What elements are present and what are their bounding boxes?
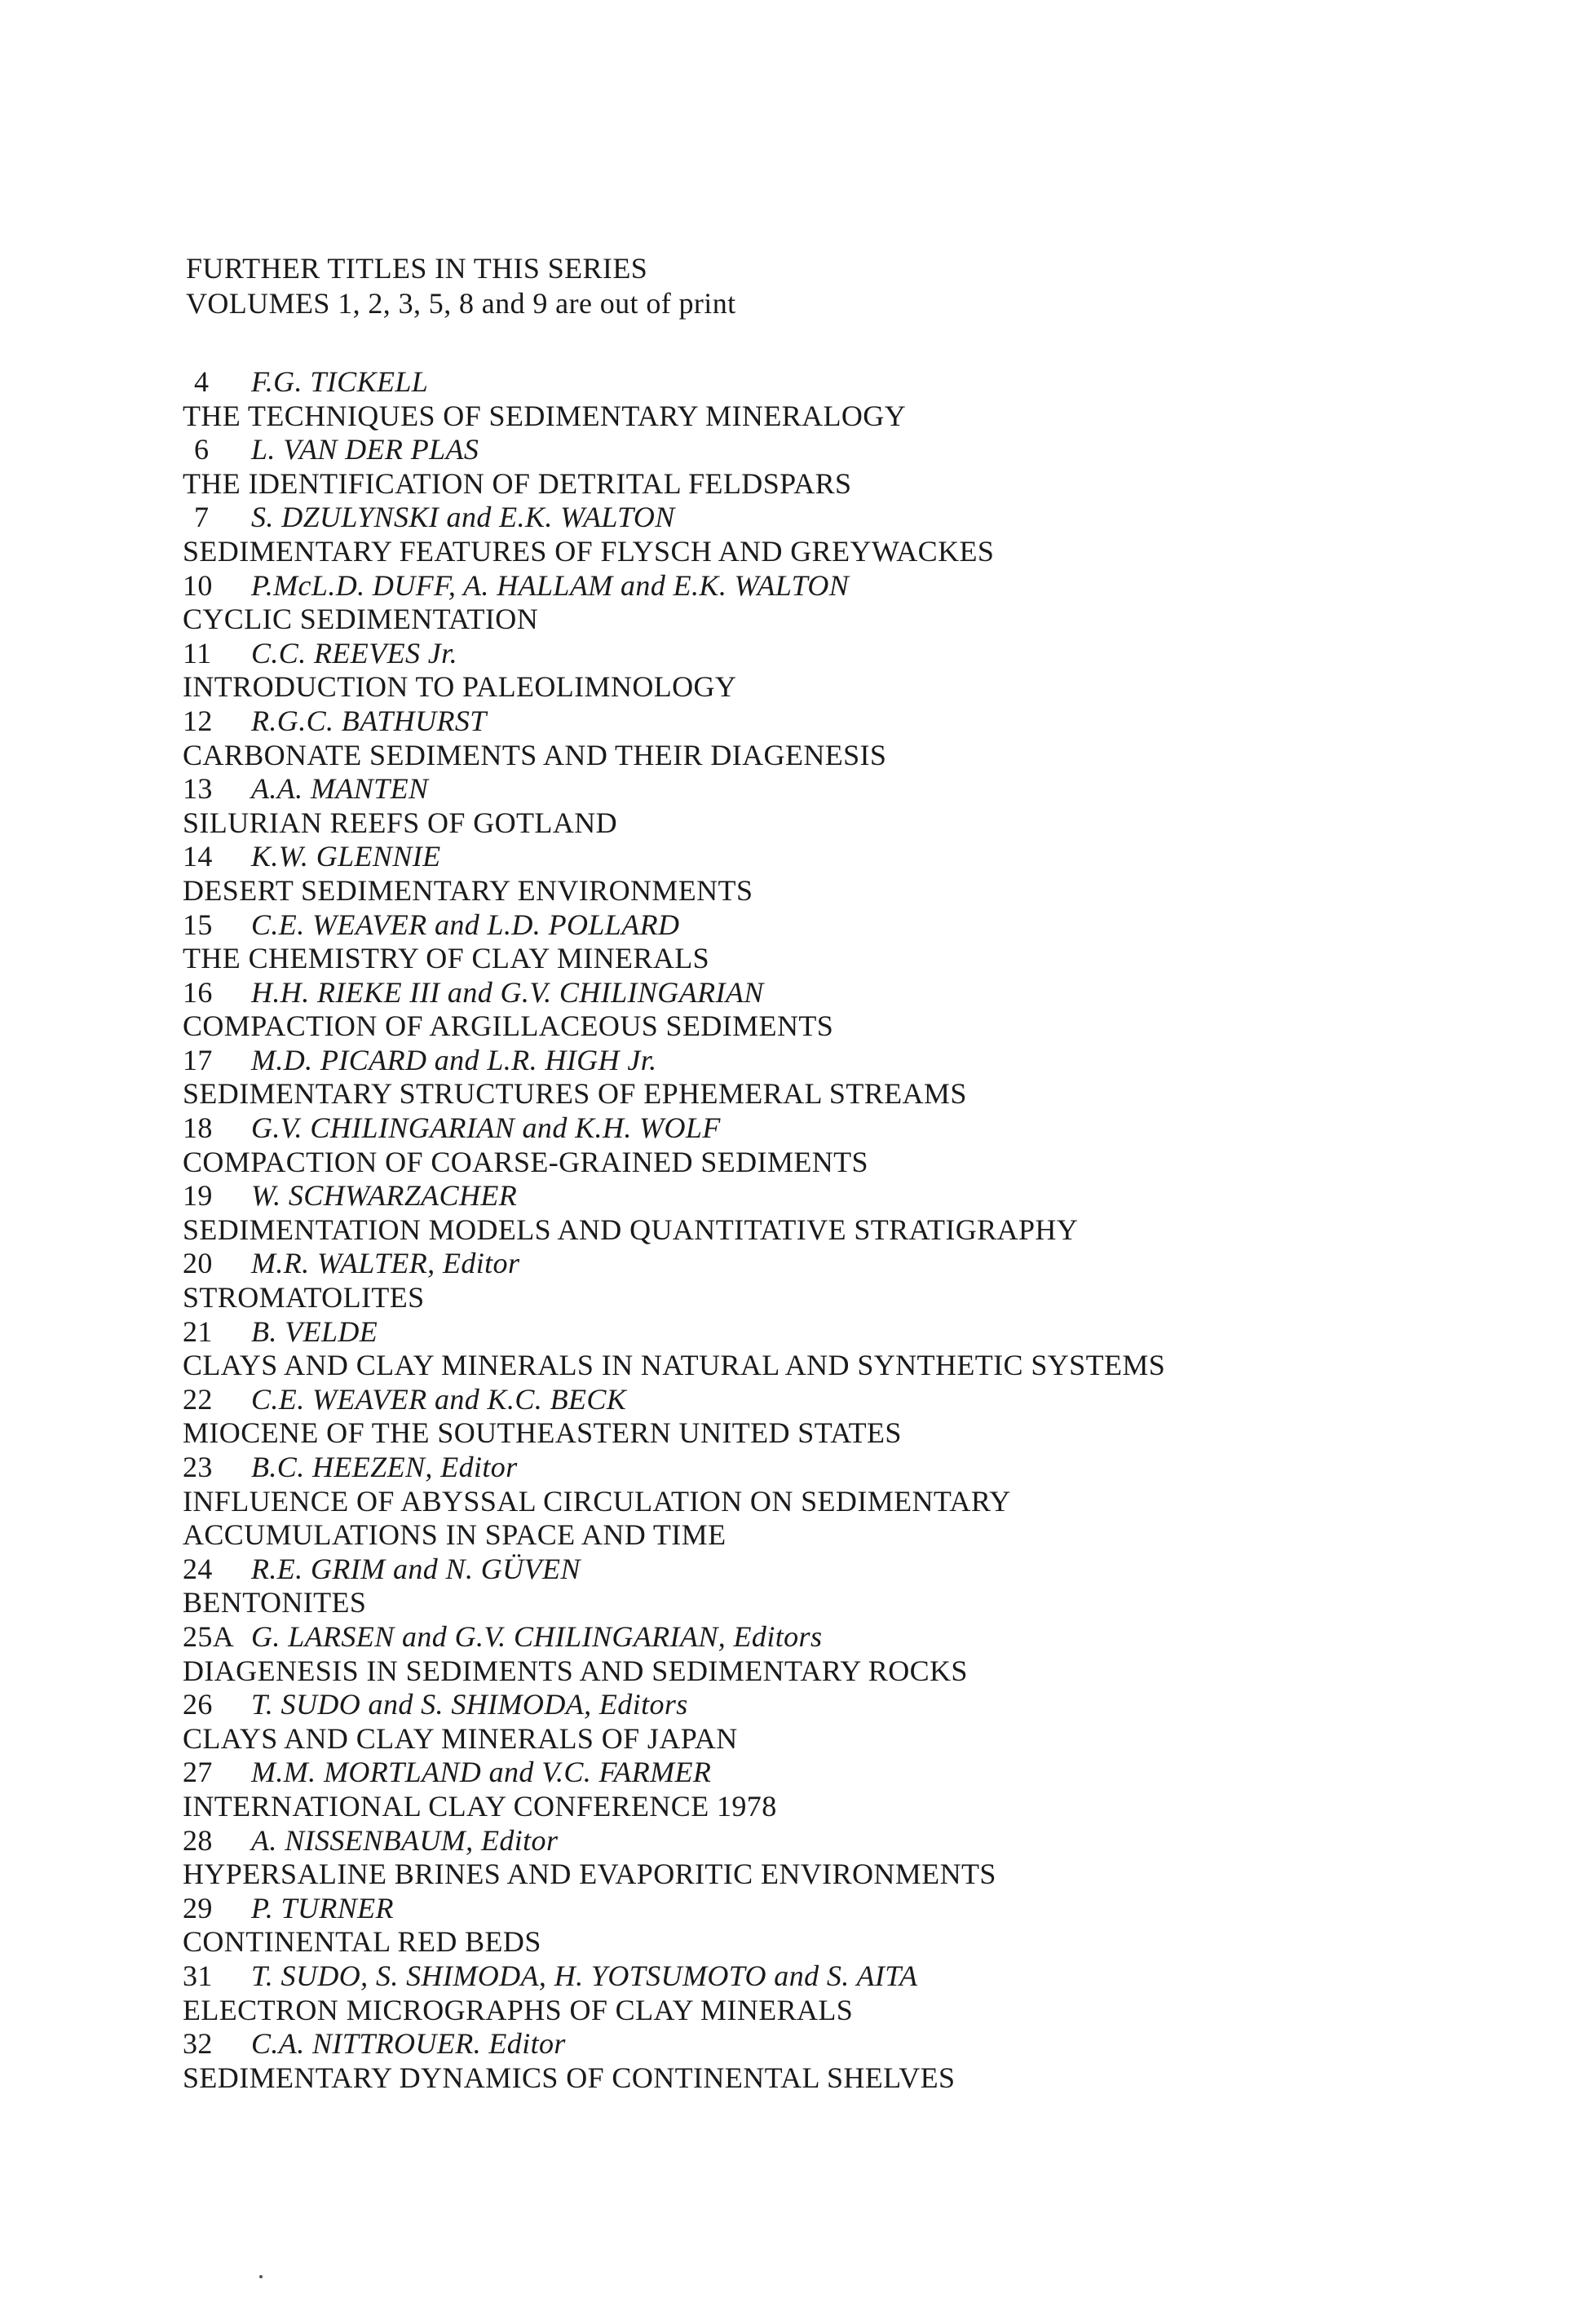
volume-number: 19	[183, 1179, 213, 1213]
volume-authors: G.V. CHILINGARIAN and K.H. WOLF	[251, 1111, 721, 1145]
volume-author-line	[183, 840, 1569, 874]
volume-number: 10	[183, 568, 213, 602]
volume-authors: P. TURNER	[251, 1891, 394, 1924]
volume-entry	[183, 840, 1569, 908]
volume-number: 26	[183, 1688, 213, 1721]
volume-author-line	[183, 976, 1569, 1010]
volume-entry	[183, 908, 1569, 976]
volume-entry	[183, 1179, 1569, 1247]
volume-authors: H.H. RIEKE III and G.V. CHILINGARIAN	[251, 975, 764, 1009]
volume-number: 28	[183, 1823, 213, 1857]
volume-author-line	[183, 501, 1569, 535]
volume-number: 22	[183, 1382, 213, 1416]
volume-author-line	[183, 569, 1569, 603]
volume-title: SEDIMENTARY STRUCTURES OF EPHEMERAL STREAMS	[183, 1077, 967, 1111]
series-header	[186, 251, 736, 321]
series-heading: FURTHER TITLES IN THIS SERIES	[186, 252, 648, 285]
volume-authors: C.A. NITTROUER. Editor	[251, 2027, 566, 2061]
volume-number: 7	[194, 501, 210, 534]
volume-title: CONTINENTAL RED BEDS	[183, 1925, 541, 1959]
stray-mark	[259, 2275, 263, 2278]
volume-author-line	[183, 433, 1569, 467]
volume-number: 15	[183, 908, 213, 941]
volume-entry	[183, 1111, 1569, 1179]
volume-authors: A. NISSENBAUM, Editor	[251, 1823, 559, 1857]
volume-number: 27	[183, 1756, 213, 1789]
volume-number: 21	[183, 1314, 213, 1348]
volume-number: 11	[183, 636, 212, 669]
volume-title: SEDIMENTARY DYNAMICS OF CONTINENTAL SHELVES	[183, 2061, 956, 2094]
volume-authors: K.W. GLENNIE	[251, 840, 441, 873]
volume-authors: B. VELDE	[251, 1314, 378, 1348]
volume-entry	[183, 501, 1569, 568]
volume-title: THE CHEMISTRY OF CLAY MINERALS	[183, 942, 710, 975]
volume-title: SILURIAN REEFS OF GOTLAND	[183, 806, 618, 839]
volume-author-line	[183, 637, 1569, 671]
volume-number: 14	[183, 840, 213, 873]
volume-title: THE TECHNIQUES OF SEDIMENTARY MINERALOGY	[183, 399, 907, 432]
volume-title-continued: ACCUMULATIONS IN SPACE AND TIME	[183, 1518, 727, 1552]
volume-author-line	[183, 1620, 1569, 1655]
volume-author-line	[183, 1383, 1569, 1417]
volume-author-line	[183, 1892, 1569, 1926]
volume-title: MIOCENE OF THE SOUTHEASTERN UNITED STATES	[183, 1416, 902, 1450]
volume-authors: C.C. REEVES Jr.	[251, 636, 457, 669]
volume-authors: M.D. PICARD and L.R. HIGH Jr.	[251, 1043, 657, 1076]
volume-authors: G. LARSEN and G.V. CHILINGARIAN, Editors	[251, 1619, 823, 1653]
volume-number: 16	[183, 975, 213, 1009]
volume-entry	[183, 1688, 1569, 1756]
volume-number: 13	[183, 772, 213, 806]
volume-number: 24	[183, 1552, 213, 1585]
volume-number: 32	[183, 2027, 213, 2061]
volume-number: 25A	[183, 1619, 235, 1653]
volume-title: COMPACTION OF ARGILLACEOUS SEDIMENTS	[183, 1010, 834, 1043]
volume-title: SEDIMENTATION MODELS AND QUANTITATIVE STRATIGRAPHY	[183, 1213, 1079, 1246]
volume-authors: B.C. HEEZEN, Editor	[251, 1451, 518, 1483]
volume-entry	[183, 1553, 1569, 1620]
volume-authors: T. SUDO and S. SHIMODA, Editors	[251, 1688, 688, 1721]
volume-authors: R.E. GRIM and N. GÜVEN	[251, 1552, 581, 1585]
volume-entry	[183, 569, 1569, 637]
volume-authors: L. VAN DER PLAS	[251, 433, 479, 466]
volume-entry	[183, 433, 1569, 501]
volume-authors: T. SUDO, S. SHIMODA, H. YOTSUMOTO and S. AITA	[251, 1959, 918, 1992]
volume-authors: A.A. MANTEN	[251, 772, 429, 806]
volume-entry	[183, 1383, 1569, 1451]
volume-author-line	[183, 1451, 1569, 1485]
volume-number: 29	[183, 1891, 213, 1924]
volume-entry	[183, 1620, 1569, 1688]
volume-entry	[183, 365, 1569, 433]
volume-entry	[183, 1959, 1569, 2027]
volume-number: 18	[183, 1111, 213, 1145]
volume-entry	[183, 1756, 1569, 1823]
volume-authors: W. SCHWARZACHER	[251, 1179, 518, 1213]
volume-authors: R.G.C. BATHURST	[251, 704, 487, 737]
volume-authors: F.G. TICKELL	[251, 365, 429, 398]
volume-authors: S. DZULYNSKI and E.K. WALTON	[251, 501, 675, 534]
volume-number: 20	[183, 1247, 213, 1280]
volume-title: CARBONATE SEDIMENTS AND THEIR DIAGENESIS	[183, 738, 887, 771]
volume-author-line	[183, 1756, 1569, 1790]
volume-author-line	[183, 1111, 1569, 1146]
volume-title: COMPACTION OF COARSE-GRAINED SEDIMENTS	[183, 1145, 868, 1178]
volume-number: 23	[183, 1451, 213, 1483]
volume-entry	[183, 637, 1569, 705]
out-of-print-note: VOLUMES 1, 2, 3, 5, 8 and 9 are out of print	[186, 287, 736, 320]
volume-authors: P.McL.D. DUFF, A. HALLAM and E.K. WALTON	[251, 568, 850, 602]
volume-authors: C.E. WEAVER and L.D. POLLARD	[251, 908, 680, 941]
volume-entry	[183, 2027, 1569, 2095]
volume-number: 6	[194, 433, 210, 466]
volume-title: HYPERSALINE BRINES AND EVAPORITIC ENVIRONMENTS	[183, 1858, 996, 1891]
volume-author-line	[183, 1959, 1569, 1994]
volume-entry	[183, 1247, 1569, 1314]
volume-entry	[183, 976, 1569, 1044]
volume-authors: M.M. MORTLAND and V.C. FARMER	[251, 1756, 712, 1789]
volume-title: DESERT SEDIMENTARY ENVIRONMENTS	[183, 873, 753, 907]
volume-title: ELECTRON MICROGRAPHS OF CLAY MINERALS	[183, 1993, 854, 2026]
volume-entry	[183, 772, 1569, 840]
volume-number: 12	[183, 704, 213, 737]
volume-author-line	[183, 705, 1569, 739]
volume-title: INTRODUCTION TO PALEOLIMNOLOGY	[183, 670, 737, 704]
volume-author-line	[183, 1315, 1569, 1350]
volume-title: SEDIMENTARY FEATURES OF FLYSCH AND GREYWACKES	[183, 534, 995, 568]
volume-authors: M.R. WALTER, Editor	[251, 1247, 520, 1280]
volume-author-line	[183, 1247, 1569, 1281]
volume-author-line	[183, 365, 1569, 400]
volume-entry	[183, 1315, 1569, 1383]
volume-author-line	[183, 1688, 1569, 1722]
volume-author-line	[183, 1179, 1569, 1213]
volume-author-line	[183, 1044, 1569, 1078]
volume-number: 4	[194, 365, 210, 398]
volume-title: CLAYS AND CLAY MINERALS OF JAPAN	[183, 1721, 738, 1755]
volume-title: INTERNATIONAL CLAY CONFERENCE 1978	[183, 1789, 777, 1823]
volume-entry	[183, 1892, 1569, 1959]
volume-author-line	[183, 908, 1569, 943]
volume-entry	[183, 1451, 1569, 1553]
volume-entry	[183, 1824, 1569, 1892]
volume-author-line	[183, 1553, 1569, 1587]
volume-title: THE IDENTIFICATION OF DETRITAL FELDSPARS	[183, 466, 852, 500]
volume-author-line	[183, 772, 1569, 806]
volume-list	[183, 365, 1569, 2095]
volume-title: CLAYS AND CLAY MINERALS IN NATURAL AND SYNTHETIC SYSTEMS	[183, 1349, 1166, 1382]
volume-authors: C.E. WEAVER and K.C. BECK	[251, 1382, 627, 1416]
volume-title: BENTONITES	[183, 1586, 367, 1619]
volume-title: DIAGENESIS IN SEDIMENTS AND SEDIMENTARY ROCKS	[183, 1654, 968, 1687]
volume-number: 17	[183, 1043, 213, 1076]
volume-title: STROMATOLITES	[183, 1281, 425, 1314]
volume-author-line	[183, 1824, 1569, 1858]
volume-title: CYCLIC SEDIMENTATION	[183, 603, 539, 636]
volume-entry	[183, 1044, 1569, 1111]
volume-author-line	[183, 2027, 1569, 2061]
volume-title: INFLUENCE OF ABYSSAL CIRCULATION ON SEDIMENTARY	[183, 1484, 1011, 1518]
volume-number: 31	[183, 1959, 213, 1992]
volume-entry	[183, 705, 1569, 772]
